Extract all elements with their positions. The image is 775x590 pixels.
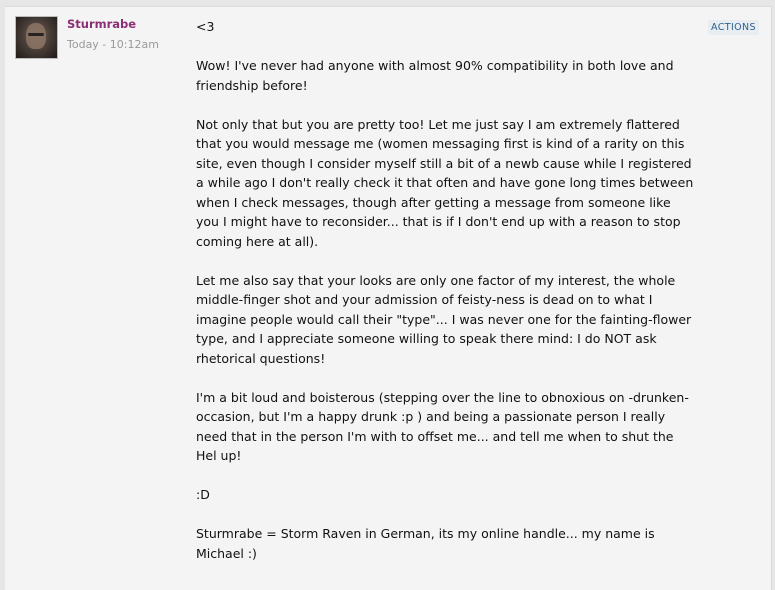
avatar-eyes (28, 33, 44, 36)
message-paragraph: :D (196, 487, 210, 502)
message-paragraph: Sturmrabe = Storm Raven in German, its my online handle... my name is Michael :) (196, 526, 655, 561)
message-paragraph: <3 (196, 19, 215, 34)
author-username-link[interactable]: Sturmrabe (67, 17, 137, 31)
actions-button[interactable]: ACTIONS (708, 20, 759, 35)
avatar-face (26, 23, 46, 49)
message-paragraph: Not only that but you are pretty too! Let me just say I am extremely flattered that you would message me (women messaging first is kind of a rarity on this site, even though I consider myself still a bit of a newb cause while I registered a while ago I don't really check it that often and have gone long times between when I check messages, though after getting a message from someone like you I might have to reconsider... that is if I don't end up with a reason to stop coming here at all). (196, 116, 694, 249)
message-paragraph: Wow! I've never had anyone with almost 90% compatibility in both love and friendship before! (196, 58, 674, 93)
message-paragraph: Let me also say that your looks are only one factor of my interest, the whole middle-finger shot and your admission of feisty-ness is dead on to what I imagine people would call their "type"... I was never one for the fainting-flower type, and I appreciate someone willing to speak there mind: I do NOT ask rhetorical questions! (196, 272, 692, 366)
message-timestamp: Today - 10:12am (67, 38, 159, 51)
message-card (5, 6, 772, 590)
message-paragraph: I'm a bit loud and boisterous (stepping over the line to obnoxious on -drunken- occasion, but I'm a happy drunk :p ) and being a passionate person I really need that in the person I'm with to offset me... and tell me when to shut the Hel up! (196, 389, 689, 463)
avatar[interactable] (15, 16, 58, 59)
message-body (196, 17, 696, 583)
